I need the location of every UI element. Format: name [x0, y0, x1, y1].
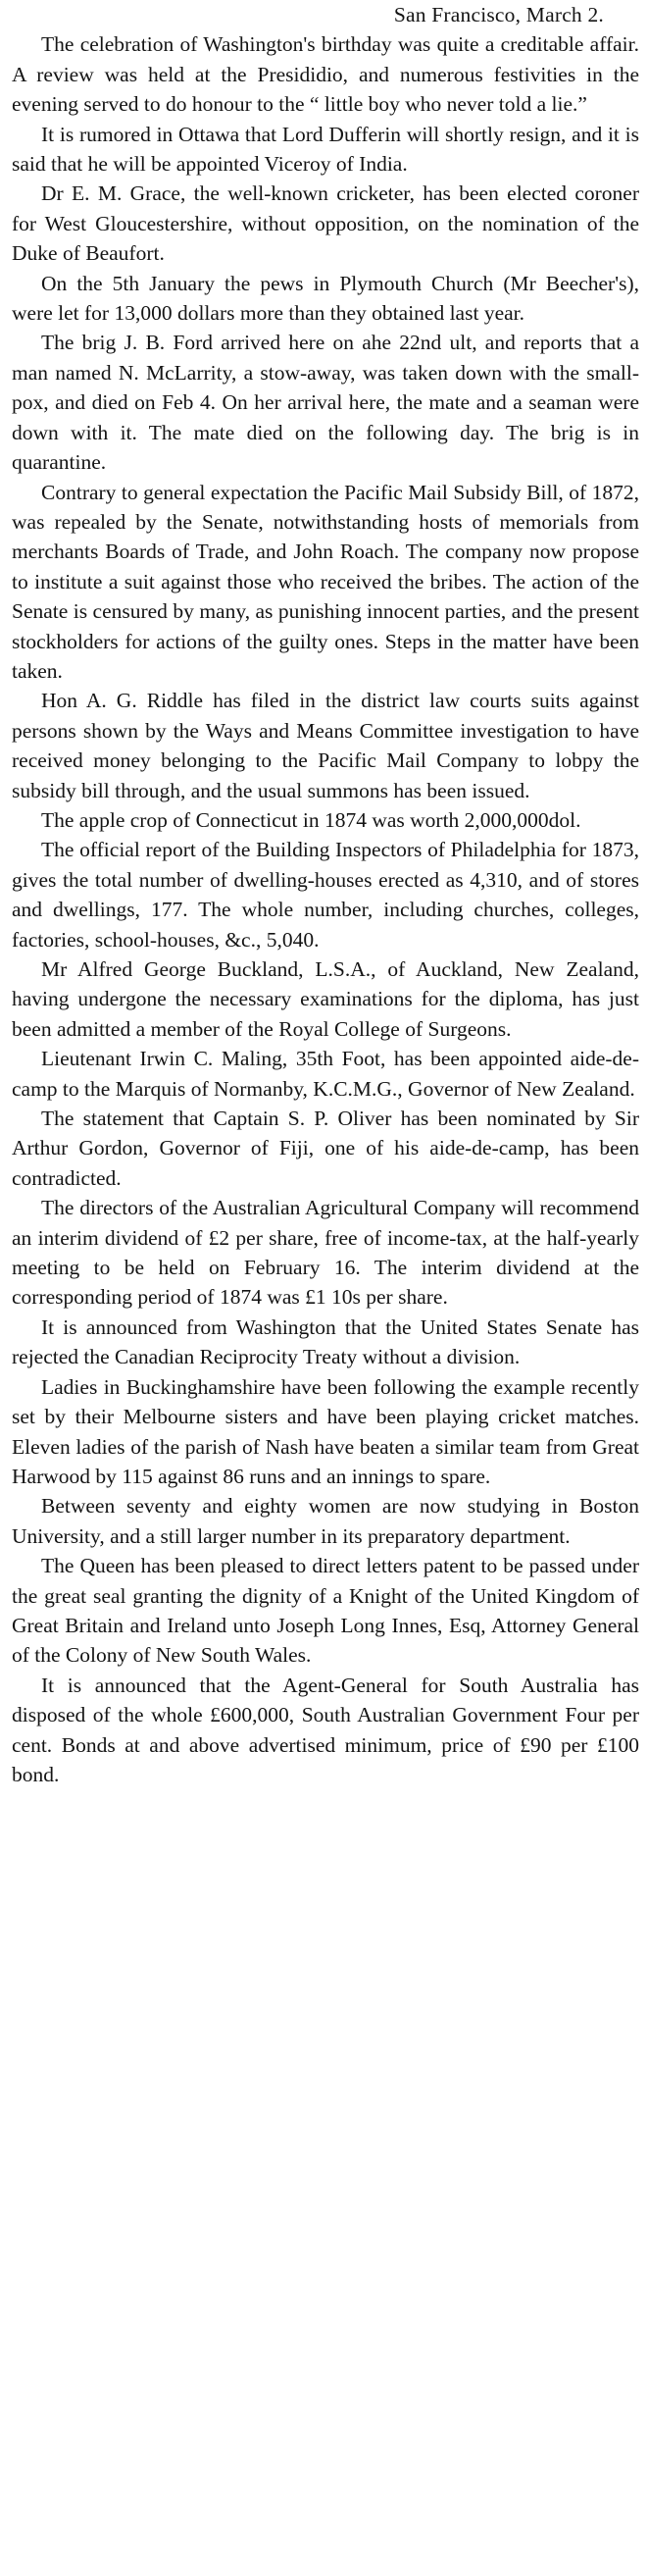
news-item-south-australia-bonds: It is announced that the Agent-General for South Australia has disposed of the whole £600,000, South Australian Government Four per cent. Bonds at and above advertised minimum, price of £90 per £100 bond. [12, 1673, 639, 1786]
news-item-apple-crop: The apple crop of Connecticut in 1874 was worth 2,000,000dol. [41, 807, 581, 832]
news-item-maling: Lieutenant Irwin C. Maling, 35th Foot, has been appointed aide-de-camp to the Marquis of Normanby, K.C.M.G., Governor of New Zealand. [12, 1047, 639, 1101]
news-item-plymouth-church: On the 5th January the pews in Plymouth Church (Mr Beecher's), were let for 13,000 dollars more than they obtained last year. [12, 271, 639, 326]
dateline: San Francisco, March 2. [393, 3, 604, 26]
news-item-washington-birthday: The celebration of Washington's birthday was quite a creditable affair. A review was held at the Presididio, and numerous festivities in the evening served to do honour to the “ little boy who never told a lie.” [12, 32, 639, 117]
news-item-dr-grace: Dr E. M. Grace, the well-known cricketer, has been elected coroner for West Gloucestershire, without opposition, on the nomination of the Duke of Beaufort. [12, 181, 639, 266]
news-item-riddle-suits: Hon A. G. Riddle has filed in the district law courts suits against persons shown by the Ways and Means Committee investigation to have received money belonging to the Pacific Mail Company to lobpy the subsidy bill through, and the usual summons has been issued. [12, 689, 639, 802]
news-item-pacific-mail-subsidy: Contrary to general expectation the Pacific Mail Subsidy Bill, of 1872, was repealed by the Senate, notwithstanding hosts of memorials from merchants Boards of Trade, and John Roach. The company now propose to institute a suit against those who received the bribes. The action of the Senate is censured by many, as punishing innocent parties, and the present stockholders for actions of the guilty ones. Steps in the matter have been taken. [12, 480, 639, 683]
news-item-agricultural-company: The directors of the Australian Agricultural Company will recommend an interim dividend of £2 per share, free of income-tax, at the half-yearly meeting to be held on February 16. The interim dividend at the corresponding period of 1874 was £1 10s per share. [12, 1196, 639, 1310]
news-item-ladies-cricket: Ladies in Buckinghamshire have been following the example recently set by their Melbourne sisters and have been playing cricket matches. Eleven ladies of the parish of Nash have beaten a similar team from Great Harwood by 115 against 86 runs and an innings to spare. [12, 1374, 639, 1488]
news-item-buckland: Mr Alfred George Buckland, L.S.A., of Auckland, New Zealand, having undergone the necessary examinations for the diploma, has just been admitted a member of the Royal College of Surgeons. [12, 957, 639, 1041]
news-item-knighthood-innes: The Queen has been pleased to direct letters patent to be passed under the great seal granting the dignity of a Knight of the United Kingdom of Great Britain and Ireland unto Joseph Long Innes, Esq, Attorney General of the Colony of New South Wales. [12, 1554, 639, 1668]
news-item-philadelphia-buildings: The official report of the Building Inspectors of Philadelphia for 1873, gives the total number of dwelling-houses erected as 4,310, and of stores and dwellings, 177. The whole number, including churches, colleges, factories, school-houses, &c., 5,040. [12, 838, 639, 952]
news-item-reciprocity-treaty: It is announced from Washington that the United States Senate has rejected the Canadian Reciprocity Treaty without a division. [12, 1314, 639, 1369]
news-item-boston-university: Between seventy and eighty women are now studying in Boston University, and a still larger number in its preparatory department. [12, 1494, 639, 1548]
news-item-brig-ford: The brig J. B. Ford arrived here on ahe 22nd ult, and reports that a man named N. McLarrity, a stow-away, was taken down with the small-pox, and died on Feb 4. On her arrival here, the mate and a seaman were down with it. The mate died on the following day. The brig is in quarantine. [12, 331, 639, 475]
news-item-lord-dufferin: It is rumored in Ottawa that Lord Dufferin will shortly resign, and it is said that he will be appointed Viceroy of India. [12, 122, 639, 177]
news-item-oliver: The statement that Captain S. P. Oliver has been nominated by Sir Arthur Gordon, Governor of Fiji, one of his aide-de-camp, has been contradicted. [12, 1107, 639, 1190]
